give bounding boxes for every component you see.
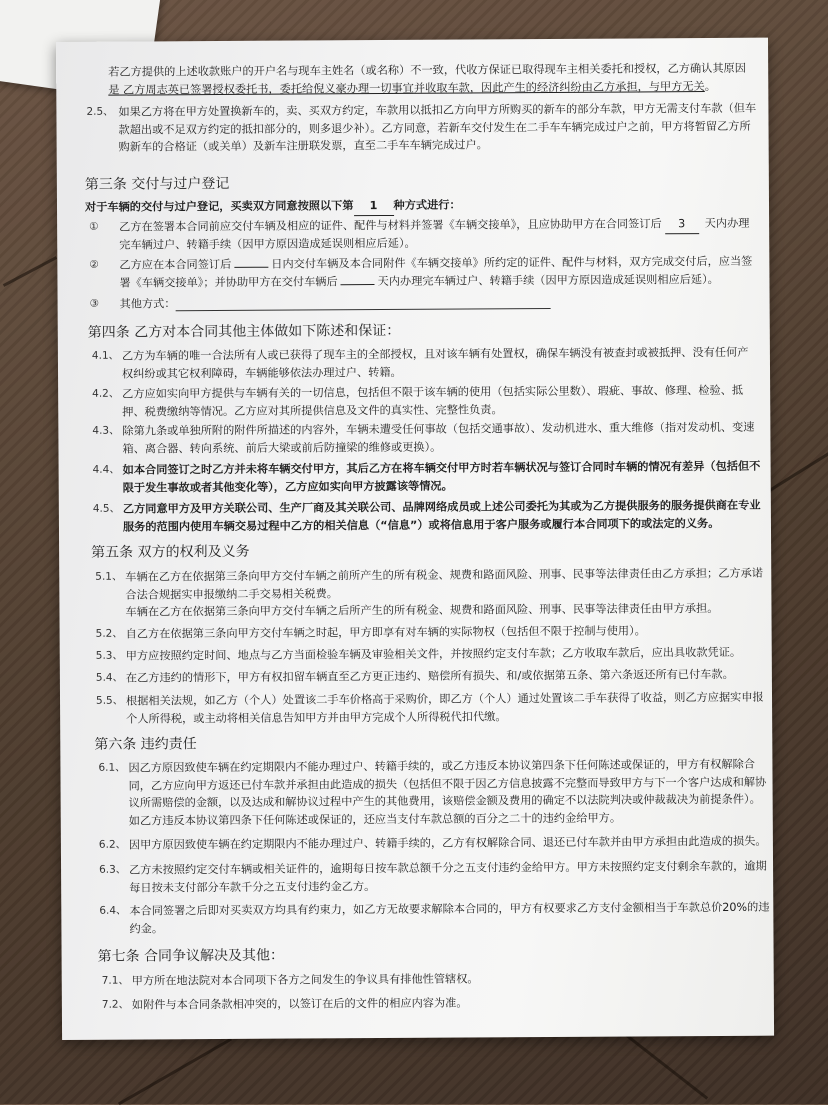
clause-text: 服务的范围内使用车辆交易过程中乙方的相关信息（“信息”）或将信息用于客户服务或履行本合同项下的或法定的义务。 bbox=[122, 516, 720, 534]
option-text: 署《车辆交接单》；并协助甲方在交付车辆后 bbox=[119, 274, 338, 290]
clause-text: 权纠纷或其它权利障碍，车辆能够依法办理过户、转籍。 bbox=[121, 365, 402, 381]
clause-text: 若乙方提供的上述收款账户的开户名与现车主姓名（或名称）不一致，代收方保证已取得现车主相关委托和授权，乙方确认其原因 bbox=[108, 61, 746, 79]
clause-text bbox=[119, 215, 749, 237]
clause-number: 4.3、 bbox=[92, 424, 120, 437]
clause-text: 乙方同意甲方及甲方关联公司、生产厂商及其关联公司、品牌网络成员或上述公司委托为其或为乙方提供服务的服务提供商在专业 bbox=[122, 498, 761, 516]
clause-number: 2.5、 bbox=[86, 105, 114, 118]
clause-number: 4.2、 bbox=[92, 387, 120, 400]
clause-text: 其他方式： bbox=[119, 297, 176, 311]
clause-text bbox=[85, 197, 461, 218]
wood-plank-seam bbox=[3, 256, 57, 287]
clause-text: 完车辆过户、转籍手续（因甲方原因造成延误则相应后延）。 bbox=[119, 236, 416, 252]
clause-number: 6.3、 bbox=[99, 863, 127, 876]
clause-text: 如本合同签订之时乙方并未将车辆交付甲方，其后乙方在将车辆交付甲方时若车辆状况与签订合同时车辆的情况有差异（包括但不 bbox=[122, 459, 761, 477]
clause-text: 每日按未支付部分车款千分之五支付违约金乙方。 bbox=[129, 879, 376, 895]
clause-number: 7.1、 bbox=[101, 974, 129, 987]
empty-blank bbox=[341, 284, 375, 285]
option-text: 天内办理 bbox=[704, 216, 750, 231]
wood-plank-seam bbox=[118, 1038, 232, 1105]
contract-content bbox=[56, 38, 770, 1012]
clause-text: 除第九条或单独所附的附件所描述的内容外，车辆未遭受任何事故（包括交通事故）、发动机进水、重大维修（指对发动机、变速 bbox=[122, 420, 755, 438]
clause-text: 在乙方违约的情形下，甲方有权扣留车辆直至乙方更正违约、赔偿所有损失、和/或依据第五条、第六条返还所有已付车款。 bbox=[125, 667, 734, 685]
intro-text: 种方式进行： bbox=[393, 198, 461, 212]
option-text: 乙方在签署本合同前应交付车辆及相应的证件、配件与材料并签署《车辆交接单》，且应协助甲方在合同签订后 bbox=[119, 217, 662, 234]
clause-number: 5.2、 bbox=[95, 627, 123, 640]
clause-text: 乙方为车辆的唯一合法所有人或已获得了现车主的全部授权，且对该车辆有处置权，确保车辆没有被查封或被抵押、没有任何产 bbox=[121, 345, 749, 363]
clause-text: 个人所得税，或主动将相关信息告知甲方并由甲方完成个人所得税代扣代缴。 bbox=[126, 709, 507, 726]
clause-text: 根据相关法规，如乙方（个人）处置该二手车价格高于采购价，即乙方（个人）通过处置该二手车获得了收益，则乙方应据实申报 bbox=[125, 690, 764, 708]
section-title: 第六条 违约责任 bbox=[94, 736, 197, 753]
clause-text: 箱、离合器、转向系统、前后大梁或前后防撞梁的维修或更换）。 bbox=[122, 440, 442, 456]
option-marker: ③ bbox=[89, 297, 100, 310]
clause-text: 如乙方违反本协议第四条下任何陈述或保证的，还应当支付车款总额的百分之二十的违约金给甲方。 bbox=[128, 811, 622, 828]
clause-text: 如果乙方将在甲方处置换新车的，卖、买双方约定，车款用以抵扣乙方向甲方所购买的新车的部分车款，甲方无需支付车款（但车 bbox=[118, 101, 757, 119]
clause-number: 4.1、 bbox=[91, 349, 120, 362]
clause-number: 5.1、 bbox=[95, 570, 123, 583]
clause-text: 本合同签署之后即对买卖双方均具有约束力，如乙方无故要求解除本合同的，甲方有权要求乙方支付金额相当于车款总价20%的违 bbox=[129, 900, 770, 918]
clause-number: 5.4、 bbox=[95, 671, 124, 684]
clause-text: 约金。 bbox=[129, 921, 164, 936]
section-title: 第七条 合同争议解决及其他： bbox=[97, 947, 285, 965]
clause-text: 甲方应按照约定时间、地点与乙方当面检验车辆及审验相关文件，并按照约定支付车款；乙方收取车款后，应出具收款凭证。 bbox=[125, 645, 742, 663]
section-title: 第三条 交付与过户登记 bbox=[84, 175, 230, 193]
punctuation: 。 bbox=[704, 79, 717, 93]
section-title: 第五条 双方的权利及义务 bbox=[91, 543, 250, 561]
empty-blank bbox=[234, 267, 268, 268]
clause-text: 议所需赔偿的金额，以及达成和解协议过程中产生的其他费用，该赔偿金额及费用的确定不以法院判决或仲裁裁决为前提条件）。 bbox=[128, 792, 761, 810]
option-text: 乙方应在本合同签订后 bbox=[119, 257, 232, 272]
blank-line bbox=[176, 307, 551, 311]
clause-text: 自乙方在依据第三条向甲方交付车辆之时起，甲方即享有对车辆的实际物权（包括但不限于控制与使用）。 bbox=[125, 624, 646, 641]
option-marker: ① bbox=[89, 220, 99, 233]
clause-text: 车辆在乙方在依据第三条向甲方交付车辆之后所产生的所有税金、规费和路面风险、刑事、民事等法律责任由甲方承担。 bbox=[125, 601, 719, 619]
contract-page bbox=[56, 38, 774, 1040]
clause-text bbox=[108, 77, 716, 98]
filled-blank: 3 bbox=[665, 215, 699, 234]
clause-text: 押、税费缴纳等情况。乙方应对其所提供信息及文件的真实性、完整性负责。 bbox=[122, 402, 503, 419]
option-text: 日内交付车辆及本合同附件《车辆交接单》所约定的证件、配件与材料，双方完成交付后，应当签 bbox=[271, 254, 753, 271]
clause-number: 5.3、 bbox=[95, 649, 123, 662]
clause-number: 6.2、 bbox=[98, 838, 127, 851]
clause-text: 如附件与本合同条款相冲突的，以签订在后的文件的相应内容为准。 bbox=[131, 996, 468, 1012]
clause-text: 车辆在乙方在依据第三条向甲方交付车辆之前所产生的所有税金、规费和路面风险、刑事、民事等法律责任由乙方承担；乙方承诺 bbox=[125, 566, 764, 584]
clause-text: 乙方应如实向甲方提供与车辆有关的一切信息，包括但不限于该车辆的使用（包括实际公里数）、瑕疵、事故、修理、检验、抵 bbox=[122, 383, 744, 401]
clause-text: 乙方未按照约定交付车辆或相关证件的，逾期每日按车款总额千分之五支付违约金给甲方。甲方未按照约定支付剩余车款的，逾期 bbox=[129, 859, 767, 877]
clause-number: 5.5、 bbox=[95, 694, 124, 707]
clause-text: 合法合规据实申报缴纳二手交易相关税费。 bbox=[125, 586, 338, 602]
option-marker: ② bbox=[89, 258, 99, 271]
clause-number: 7.2、 bbox=[101, 998, 130, 1011]
filled-blank: 1 bbox=[353, 197, 393, 216]
clause-text: 购新车的合格证（或关单）及新车注册联发票，直至二手车车辆完成过户。 bbox=[118, 138, 488, 154]
clause-text bbox=[119, 270, 718, 291]
intro-text: 对于车辆的交付与过户登记，买卖双方同意按照以下第 bbox=[84, 199, 354, 214]
clause-text: 因乙方原因致使车辆在约定期限内不能办理过户、转籍手续的，或乙方违反本协议第四条下任何陈述或保证的，甲方有权解除合 bbox=[128, 757, 755, 775]
section-title: 第四条 乙方对本合同其他主体做如下陈述和保证： bbox=[87, 322, 401, 341]
clause-number: 4.4、 bbox=[92, 463, 120, 476]
clause-text: 款超出或不足双方约定的抵扣部分的，则多退少补）。乙方同意，若新车交付发生在二手车车辆完成过户之前，甲方将暂留乙方所 bbox=[118, 119, 751, 137]
clause-number: 6.1、 bbox=[98, 761, 126, 774]
clause-number: 6.4、 bbox=[99, 904, 127, 917]
clause-text: 同，乙方应向甲方返还已付车款并承担由此造成的损失（包括但不限于因乙方信息披露不完整而导致甲方与下一个客户达成和解协 bbox=[128, 775, 767, 793]
handwritten-fill-text: 是 乙方周志英已签署授权委托书，委托给倪义豪办理一切事宜并收取车款，因此产生的经济纠纷由乙方承担，与甲方无关 bbox=[108, 79, 705, 97]
clause-text: 限于发生事故或者其他变化等），乙方应如实向甲方披露该等情况。 bbox=[122, 479, 453, 495]
wood-plank-seam bbox=[765, 449, 828, 494]
option-text: 天内办理完车辆过户、转籍手续（因甲方原因造成延误则相应后延）。 bbox=[377, 272, 719, 288]
clause-number: 4.5、 bbox=[92, 502, 121, 515]
clause-text: 甲方所在地法院对本合同项下各方之间发生的争议具有排他性管辖权。 bbox=[131, 972, 479, 988]
clause-text: 因甲方原因致使车辆在约定期限内不能办理过户、转籍手续的，乙方有权解除合同、退还已付车款并由甲方承担由此造成的损失。 bbox=[128, 834, 767, 852]
